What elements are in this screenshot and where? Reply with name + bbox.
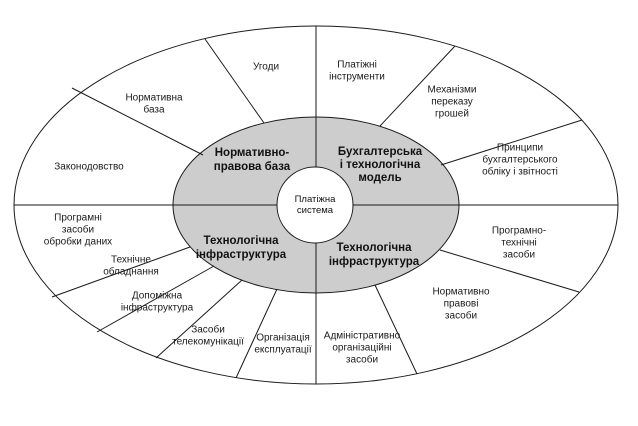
outer-label-top-right-2-line: переказу bbox=[431, 96, 473, 108]
outer-label-bottom-right-2-line: Нормативно bbox=[432, 286, 490, 298]
inner-label-top-left-line: Нормативно- bbox=[214, 147, 290, 160]
outer-label-bottom-right-1-line: технічні bbox=[501, 237, 537, 249]
outer-label-bottom-left-1-line: обробки даних bbox=[43, 236, 113, 248]
outer-label-top-left-3-line: Законодовство bbox=[54, 161, 124, 173]
outer-label-top-right-2-line: грошей bbox=[435, 108, 469, 120]
inner-label-bottom-right-line: Технологічна bbox=[336, 242, 412, 255]
outer-label-top-right-1-line: інструменти bbox=[329, 71, 385, 83]
outer-label-bottom-left-4 bbox=[172, 324, 244, 348]
outer-label-bottom-right-3-line: організаційні bbox=[332, 342, 392, 354]
inner-label-bottom-right-line: інфраструктура bbox=[328, 256, 420, 269]
outer-label-bottom-right-2-line: засоби bbox=[444, 310, 478, 322]
outer-label-top-right-3-line: обліку і звітності bbox=[482, 166, 558, 178]
outer-label-bottom-left-1 bbox=[44, 213, 112, 248]
outer-label-top-right-2-line: Механізми bbox=[427, 84, 477, 96]
inner-label-bottom-left-line: інфраструктура bbox=[195, 249, 287, 262]
outer-label-top-right-1-line: Платіжні bbox=[337, 59, 377, 71]
outer-label-bottom-left-5-line: Організація bbox=[256, 332, 310, 344]
outer-label-bottom-left-2-line: обладнання bbox=[103, 266, 159, 278]
outer-label-top-left-2-line: база bbox=[143, 104, 165, 116]
outer-label-bottom-right-3 bbox=[324, 331, 401, 366]
outer-label-bottom-right-3-line: Адміністративно bbox=[323, 330, 401, 342]
inner-label-top-right-line: модель bbox=[358, 172, 402, 185]
labels-layer bbox=[44, 60, 558, 366]
outer-label-bottom-right-1 bbox=[492, 226, 546, 261]
inner-label-top-right-line: Бухгалтерська bbox=[337, 146, 423, 159]
outer-label-bottom-left-2 bbox=[103, 255, 159, 278]
outer-label-bottom-left-1-line: Програмні bbox=[54, 212, 102, 224]
outer-label-bottom-right-2-line: правові bbox=[443, 298, 479, 310]
inner-label-top-right-line: і технологічна bbox=[339, 159, 421, 172]
outer-label-bottom-left-5 bbox=[254, 333, 312, 356]
inner-label-top-left-line: правова база bbox=[213, 161, 291, 174]
outer-label-bottom-right-1-line: Програмно- bbox=[491, 225, 547, 237]
outer-label-top-left-2 bbox=[125, 93, 183, 116]
center-label bbox=[295, 194, 337, 216]
center-label-line: система bbox=[296, 205, 334, 217]
center-label-line: Платіжна bbox=[294, 194, 336, 206]
outer-label-bottom-right-3-line: засоби bbox=[345, 354, 379, 366]
outer-label-bottom-left-3-line: інфраструктура bbox=[120, 302, 194, 314]
outer-label-bottom-right-1-line: засоби bbox=[502, 249, 536, 261]
outer-label-top-left-1 bbox=[253, 62, 279, 73]
outer-label-bottom-left-4-line: Засоби bbox=[191, 324, 225, 336]
outer-label-bottom-right-2 bbox=[432, 287, 490, 322]
outer-label-bottom-left-2-line: Технічне bbox=[111, 254, 151, 266]
outer-label-top-left-1-line: Угоди bbox=[252, 61, 280, 73]
outer-label-bottom-left-3-line: Допоміжна bbox=[131, 290, 183, 302]
divider-tl-1 bbox=[205, 39, 264, 123]
outer-label-top-right-3-line: Принципи bbox=[496, 142, 544, 154]
inner-label-bottom-left-line: Технологічна bbox=[203, 235, 279, 248]
outer-label-bottom-left-5-line: експлуатації bbox=[254, 344, 312, 356]
outer-label-top-left-3 bbox=[54, 162, 124, 173]
outer-label-top-right-3-line: бухгалтерського bbox=[482, 154, 558, 166]
divider-br-2 bbox=[375, 285, 417, 374]
outer-label-bottom-left-3 bbox=[121, 291, 194, 314]
outer-label-bottom-left-1-line: засоби bbox=[61, 224, 95, 236]
outer-label-bottom-left-4-line: телекомунікації bbox=[172, 336, 244, 348]
outer-label-top-right-2 bbox=[427, 85, 476, 120]
outer-label-top-right-1 bbox=[329, 60, 385, 83]
outer-label-top-left-2-line: Нормативна bbox=[125, 92, 183, 104]
